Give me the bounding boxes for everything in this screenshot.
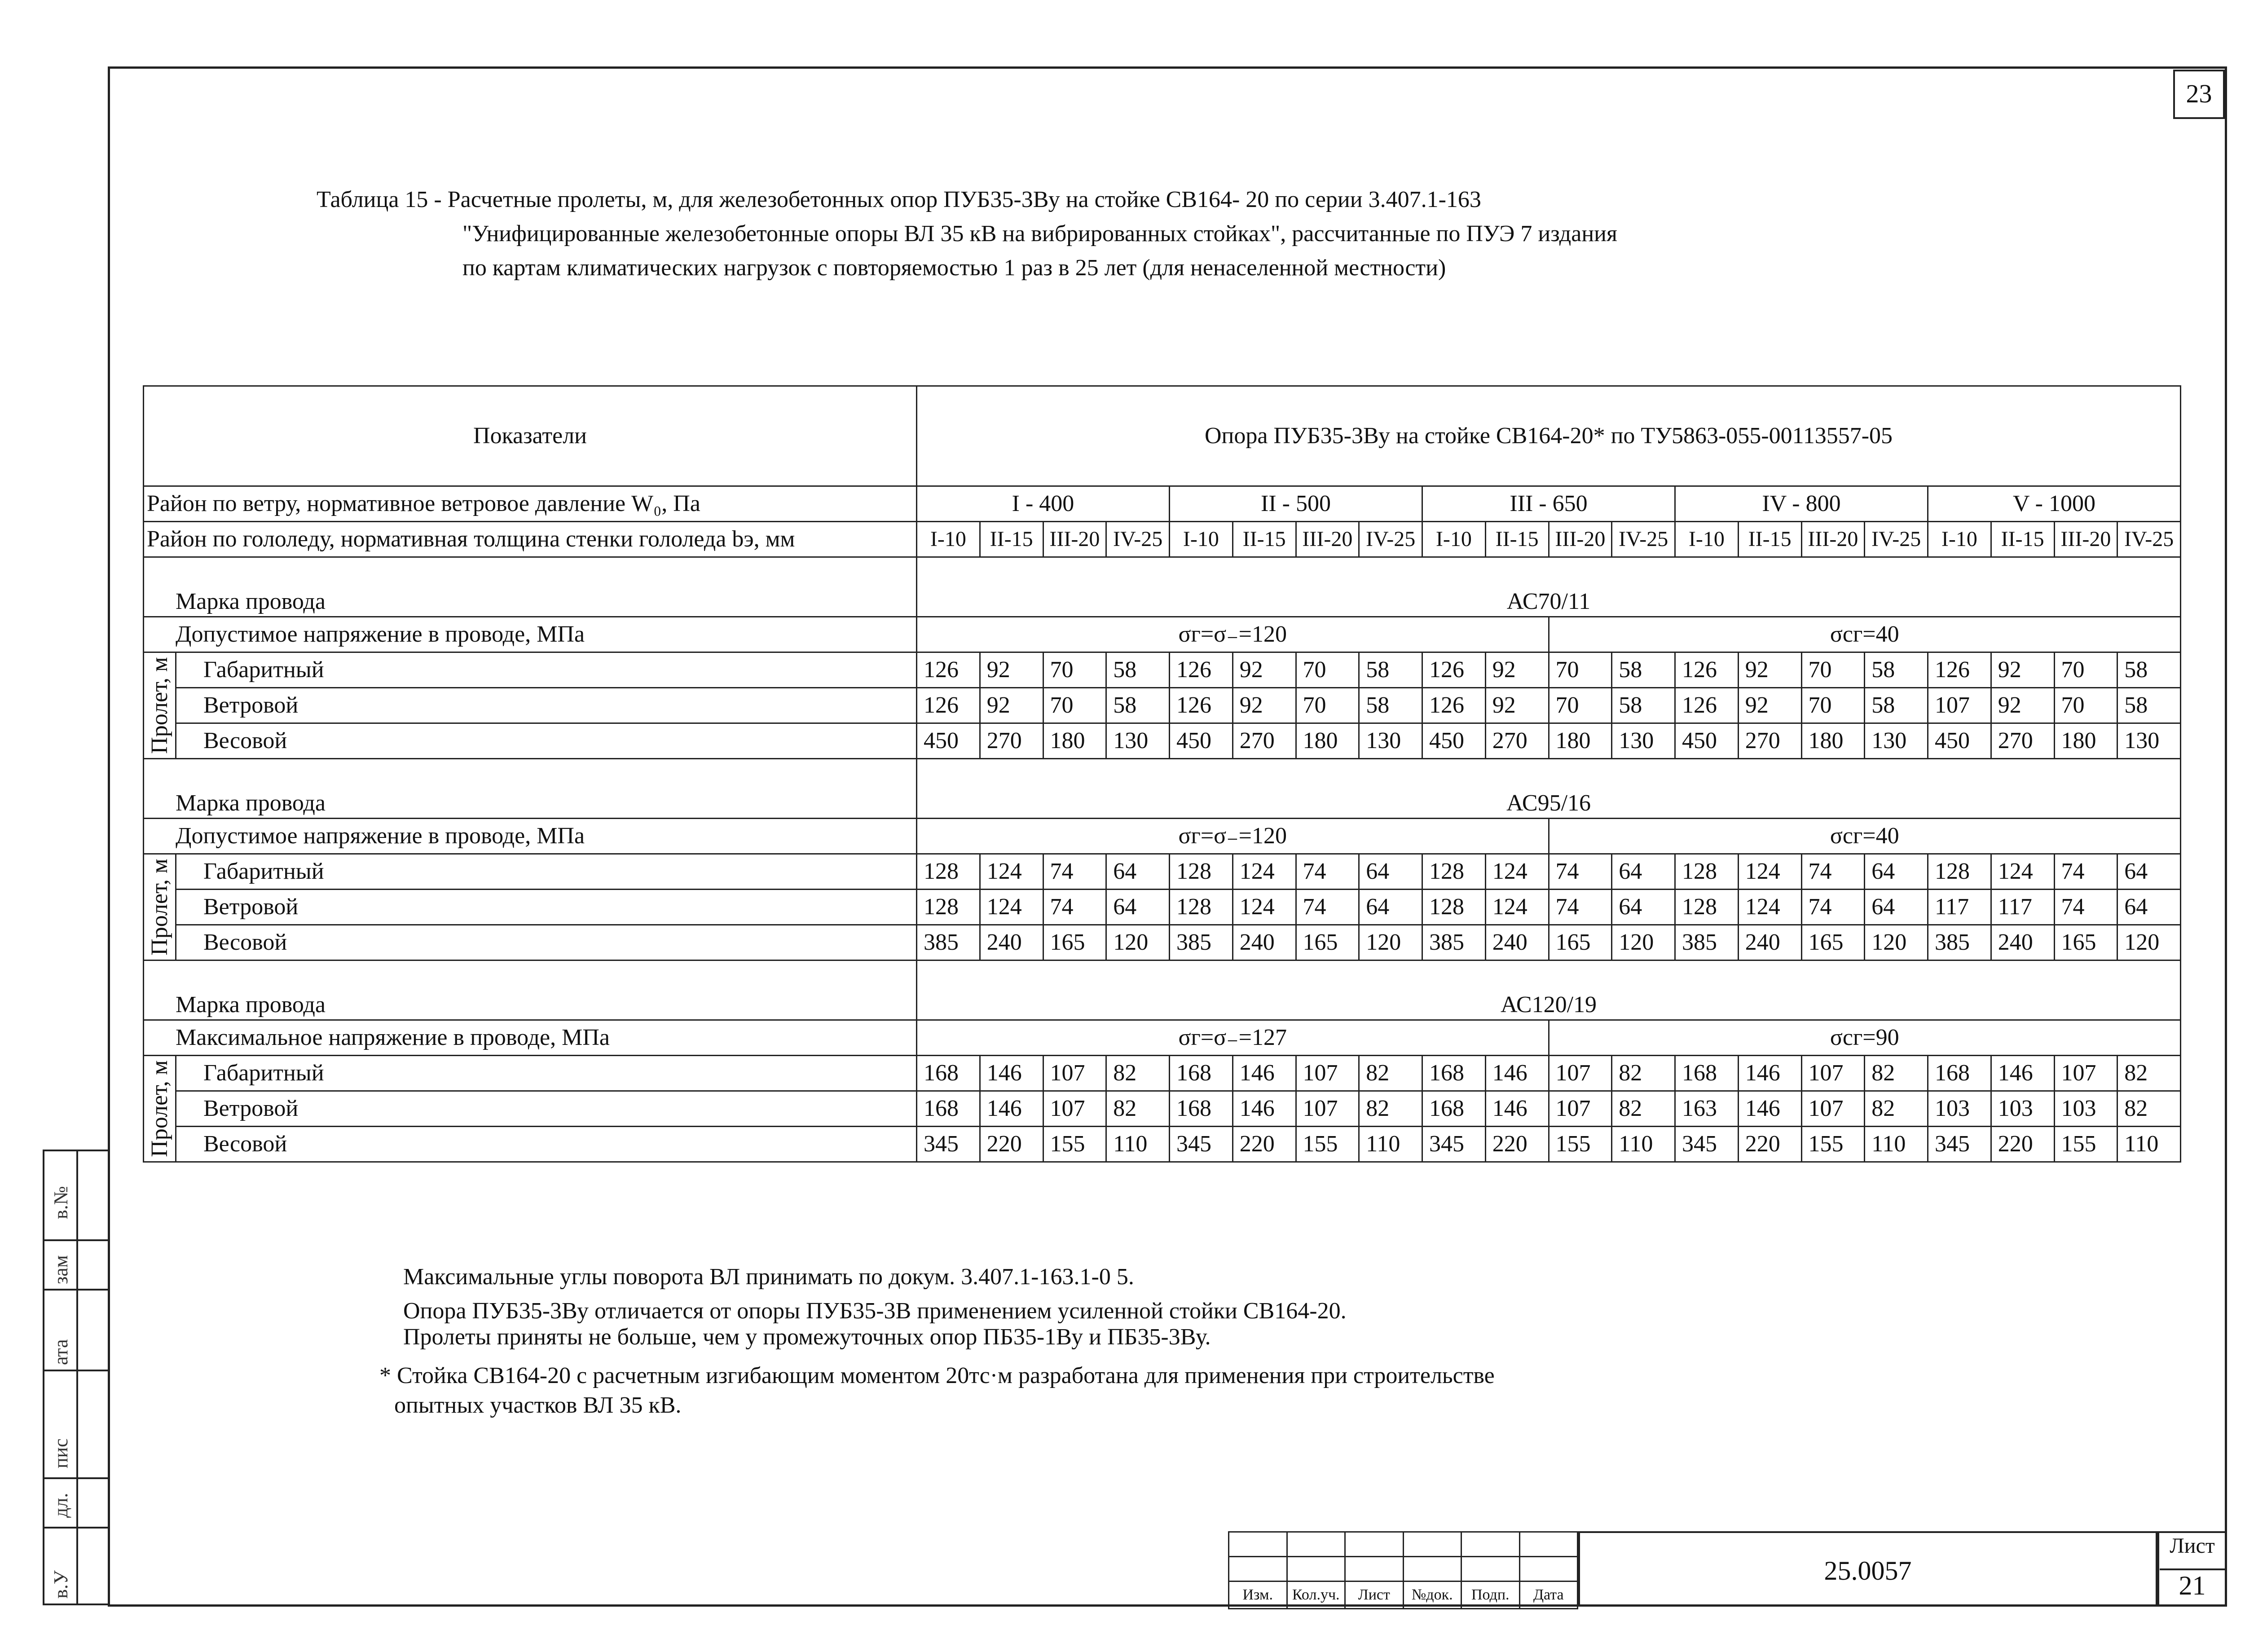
span-value: 168 <box>1675 1056 1739 1091</box>
span-value: 180 <box>1296 723 1359 759</box>
span-value: 128 <box>1675 890 1739 925</box>
span-value: 130 <box>2117 723 2181 759</box>
span-value: 64 <box>1865 890 1928 925</box>
span-value: 64 <box>1865 854 1928 890</box>
span-value: 126 <box>1422 688 1486 723</box>
span-value: 58 <box>1612 688 1675 723</box>
span-value: 126 <box>1422 652 1486 688</box>
stamp-label: Лист <box>1345 1582 1404 1609</box>
span-value: 155 <box>2054 1127 2117 1162</box>
span-value: 117 <box>1991 890 2054 925</box>
span-value: 103 <box>2054 1091 2117 1127</box>
span-value: 117 <box>1928 890 1991 925</box>
stress-value-b: σсг=90 <box>1549 1020 2181 1056</box>
span-value: 92 <box>1991 652 2054 688</box>
span-value: 345 <box>1675 1127 1739 1162</box>
span-value: 82 <box>2117 1056 2181 1091</box>
stress-value-a: σг=σ₋=127 <box>917 1020 1549 1056</box>
span-type-label: Габаритный <box>176 854 917 890</box>
span-value: 110 <box>2117 1127 2181 1162</box>
span-value: 146 <box>1485 1091 1549 1127</box>
span-value: 126 <box>917 688 980 723</box>
span-value: 124 <box>1738 890 1801 925</box>
ice-region: I-10 <box>1422 522 1486 557</box>
wind-region: III - 650 <box>1422 486 1675 522</box>
span-value: 74 <box>1801 854 1865 890</box>
span-value: 126 <box>1675 652 1739 688</box>
span-value: 450 <box>1675 723 1739 759</box>
sheet-number: 21 <box>2160 1568 2225 1601</box>
span-value: 64 <box>1106 890 1170 925</box>
span-value: 155 <box>1296 1127 1359 1162</box>
span-value: 270 <box>1991 723 2054 759</box>
span-value: 107 <box>1043 1056 1106 1091</box>
strip-label: в.У <box>50 1570 72 1599</box>
span-value: 120 <box>2117 925 2181 960</box>
span-label-text: Пролет, м <box>146 1060 172 1157</box>
span-value: 128 <box>917 854 980 890</box>
span-value: 146 <box>1485 1056 1549 1091</box>
wind-region: IV - 800 <box>1675 486 1928 522</box>
table-caption-line-2: "Унифицированные железобетонные опоры ВЛ 35 кВ на вибрированных стойках", рассчитанные по ПУЭ 7 издания <box>462 221 1617 247</box>
span-value: 180 <box>1043 723 1106 759</box>
ice-region: IV-25 <box>1612 522 1675 557</box>
span-value: 220 <box>1233 1127 1296 1162</box>
span-label-text: Пролет, м <box>146 859 172 956</box>
stress-value-a: σг=σ₋=120 <box>917 819 1549 854</box>
span-value: 64 <box>1106 854 1170 890</box>
span-value: 128 <box>1170 890 1233 925</box>
span-value: 130 <box>1359 723 1422 759</box>
note-2: Опора ПУБ35-3Ву отличается от опоры ПУБ35-3В применением усиленной стойки СВ164-20. <box>403 1298 1347 1324</box>
stamp-label: Кол.уч. <box>1287 1582 1345 1609</box>
ice-region: I-10 <box>917 522 980 557</box>
wind-region: V - 1000 <box>1928 486 2181 522</box>
span-value: 126 <box>1170 652 1233 688</box>
span-value: 64 <box>1612 854 1675 890</box>
wind-region: II - 500 <box>1170 486 1422 522</box>
span-value: 450 <box>1170 723 1233 759</box>
span-value: 128 <box>1422 890 1486 925</box>
span-value: 450 <box>1928 723 1991 759</box>
ice-region: I-10 <box>1928 522 1991 557</box>
span-value: 82 <box>1106 1056 1170 1091</box>
span-value: 92 <box>1233 688 1296 723</box>
span-value: 64 <box>1359 890 1422 925</box>
span-value: 82 <box>1106 1091 1170 1127</box>
table-caption-line-1: Таблица 15 - Расчетные пролеты, м, для железобетонных опор ПУБ35-3Ву на стойке СВ164- 20 по серии 3.407.1-163 <box>317 187 1481 212</box>
span-value: 74 <box>2054 854 2117 890</box>
span-value: 240 <box>1233 925 1296 960</box>
span-value: 82 <box>1865 1056 1928 1091</box>
span-value: 240 <box>1485 925 1549 960</box>
span-value: 180 <box>1801 723 1865 759</box>
span-value: 168 <box>917 1056 980 1091</box>
span-value: 58 <box>2117 688 2181 723</box>
span-value: 168 <box>1928 1056 1991 1091</box>
span-value: 64 <box>1359 854 1422 890</box>
span-label <box>144 1056 176 1162</box>
span-value: 345 <box>917 1127 980 1162</box>
span-value: 74 <box>1043 854 1106 890</box>
span-value: 270 <box>1738 723 1801 759</box>
span-value: 70 <box>1801 688 1865 723</box>
span-value: 146 <box>1738 1091 1801 1127</box>
span-value: 240 <box>980 925 1043 960</box>
span-type-label: Ветровой <box>176 1091 917 1127</box>
span-value: 107 <box>1801 1056 1865 1091</box>
span-value: 128 <box>1422 854 1486 890</box>
span-value: 103 <box>1991 1091 2054 1127</box>
span-value: 124 <box>1991 854 2054 890</box>
span-value: 385 <box>1928 925 1991 960</box>
strip-label: дл. <box>50 1493 72 1518</box>
ice-region: II-15 <box>1233 522 1296 557</box>
span-label-text: Пролет, м <box>146 657 172 754</box>
span-value: 165 <box>1549 925 1612 960</box>
span-value: 270 <box>1233 723 1296 759</box>
span-value: 82 <box>1612 1056 1675 1091</box>
span-type-label: Ветровой <box>176 688 917 723</box>
span-value: 124 <box>1485 854 1549 890</box>
span-value: 126 <box>1675 688 1739 723</box>
stamp-label: Подп. <box>1461 1582 1520 1609</box>
span-value: 70 <box>2054 652 2117 688</box>
span-value: 124 <box>980 890 1043 925</box>
span-value: 220 <box>1738 1127 1801 1162</box>
span-value: 110 <box>1865 1127 1928 1162</box>
span-value: 103 <box>1928 1091 1991 1127</box>
span-value: 146 <box>980 1091 1043 1127</box>
span-value: 126 <box>1928 652 1991 688</box>
span-value: 270 <box>980 723 1043 759</box>
table-caption-line-3: по картам климатических нагрузок с повторяемостью 1 раз в 25 лет (для ненаселенной местности) <box>462 255 1446 281</box>
span-value: 70 <box>1043 652 1106 688</box>
span-value: 82 <box>1359 1091 1422 1127</box>
ice-region: III-20 <box>1801 522 1865 557</box>
span-value: 128 <box>1675 854 1739 890</box>
stress-value-b: σсг=40 <box>1549 617 2181 652</box>
ice-region: I-10 <box>1170 522 1233 557</box>
span-value: 165 <box>2054 925 2117 960</box>
span-value: 180 <box>1549 723 1612 759</box>
strip-label: ата <box>50 1339 72 1365</box>
span-value: 110 <box>1612 1127 1675 1162</box>
corner-page-number: 23 <box>2173 70 2225 119</box>
span-value: 130 <box>1612 723 1675 759</box>
ice-region-label: Район по гололеду, нормативная толщина стенки гололеда bэ, мм <box>144 522 917 557</box>
span-value: 70 <box>2054 688 2117 723</box>
span-value: 82 <box>2117 1091 2181 1127</box>
span-value: 146 <box>1738 1056 1801 1091</box>
span-value: 128 <box>1170 854 1233 890</box>
ice-region: III-20 <box>1043 522 1106 557</box>
stamp-label: №док. <box>1403 1582 1461 1609</box>
wire-brand: АС120/19 <box>917 960 2181 1020</box>
span-value: 450 <box>1422 723 1486 759</box>
span-value: 74 <box>1549 890 1612 925</box>
span-value: 58 <box>1359 652 1422 688</box>
span-value: 92 <box>1485 688 1549 723</box>
ice-region: II-15 <box>980 522 1043 557</box>
span-value: 168 <box>1422 1091 1486 1127</box>
span-type-label: Ветровой <box>176 890 917 925</box>
span-value: 92 <box>1738 652 1801 688</box>
stamp-label: Изм. <box>1229 1582 1287 1609</box>
span-type-label: Габаритный <box>176 1056 917 1091</box>
span-value: 70 <box>1549 688 1612 723</box>
span-value: 270 <box>1485 723 1549 759</box>
span-value: 124 <box>1738 854 1801 890</box>
stress-label: Допустимое напряжение в проводе, МПа <box>144 617 917 652</box>
span-type-label: Весовой <box>176 925 917 960</box>
span-value: 165 <box>1043 925 1106 960</box>
span-value: 155 <box>1549 1127 1612 1162</box>
span-type-label: Весовой <box>176 1127 917 1162</box>
wind-region-label: Район по ветру, нормативное ветровое давление W₀, Па <box>144 486 917 522</box>
wire-brand-label: Марка провода <box>144 759 917 819</box>
stress-label: Допустимое напряжение в проводе, МПа <box>144 819 917 854</box>
wind-region: I - 400 <box>917 486 1170 522</box>
span-value: 107 <box>1043 1091 1106 1127</box>
span-value: 107 <box>1549 1091 1612 1127</box>
span-value: 74 <box>1296 854 1359 890</box>
span-value: 70 <box>1801 652 1865 688</box>
span-value: 58 <box>1106 652 1170 688</box>
spans-table <box>143 385 2181 1163</box>
span-value: 70 <box>1549 652 1612 688</box>
span-value: 155 <box>1801 1127 1865 1162</box>
ice-region: II-15 <box>1485 522 1549 557</box>
span-value: 58 <box>1612 652 1675 688</box>
header-indicators: Показатели <box>144 386 917 486</box>
span-value: 155 <box>1043 1127 1106 1162</box>
span-value: 146 <box>1233 1056 1296 1091</box>
span-value: 92 <box>1738 688 1801 723</box>
span-value: 146 <box>1991 1056 2054 1091</box>
header-support-type: Опора ПУБ35-3Ву на стойке СВ164-20* по ТУ5863-055-00113557-05 <box>917 386 2181 486</box>
wire-brand-label: Марка провода <box>144 557 917 617</box>
span-value: 168 <box>1170 1091 1233 1127</box>
span-value: 107 <box>1549 1056 1612 1091</box>
span-value: 220 <box>1991 1127 2054 1162</box>
span-value: 120 <box>1359 925 1422 960</box>
span-value: 168 <box>917 1091 980 1127</box>
span-value: 58 <box>1359 688 1422 723</box>
span-value: 128 <box>917 890 980 925</box>
document-code: 25.0057 <box>1578 1531 2157 1607</box>
ice-region: III-20 <box>2054 522 2117 557</box>
note-5-footnote: опытных участков ВЛ 35 кВ. <box>394 1392 682 1418</box>
ice-region: IV-25 <box>1359 522 1422 557</box>
span-value: 64 <box>2117 854 2181 890</box>
sheet-label: Лист <box>2170 1534 2215 1558</box>
span-value: 74 <box>2054 890 2117 925</box>
ice-region: III-20 <box>1549 522 1612 557</box>
span-value: 126 <box>1170 688 1233 723</box>
span-value: 107 <box>1296 1091 1359 1127</box>
span-value: 345 <box>1170 1127 1233 1162</box>
span-value: 74 <box>1549 854 1612 890</box>
span-value: 168 <box>1170 1056 1233 1091</box>
span-value: 130 <box>1106 723 1170 759</box>
span-value: 345 <box>1422 1127 1486 1162</box>
span-value: 64 <box>1612 890 1675 925</box>
strip-label: пис <box>50 1438 72 1468</box>
span-label <box>144 652 176 759</box>
stress-value-a: σг=σ₋=120 <box>917 617 1549 652</box>
span-value: 385 <box>1675 925 1739 960</box>
strip-label: в.№ <box>50 1186 72 1219</box>
stress-label: Максимальное напряжение в проводе, МПа <box>144 1020 917 1056</box>
span-value: 82 <box>1865 1091 1928 1127</box>
span-value: 124 <box>1485 890 1549 925</box>
span-value: 74 <box>1043 890 1106 925</box>
span-value: 220 <box>1485 1127 1549 1162</box>
span-value: 124 <box>1233 854 1296 890</box>
note-4-footnote: * Стойка СВ164-20 с расчетным изгибающим моментом 20тс·м разработана для применения при строительстве <box>379 1363 1495 1388</box>
span-value: 58 <box>1865 688 1928 723</box>
span-value: 92 <box>1485 652 1549 688</box>
span-value: 220 <box>980 1127 1043 1162</box>
span-value: 146 <box>1233 1091 1296 1127</box>
span-value: 70 <box>1043 688 1106 723</box>
wire-brand: АС95/16 <box>917 759 2181 819</box>
span-value: 165 <box>1801 925 1865 960</box>
strip-label: зам <box>50 1255 72 1284</box>
span-value: 450 <box>917 723 980 759</box>
span-value: 120 <box>1865 925 1928 960</box>
span-value: 385 <box>1422 925 1486 960</box>
span-value: 168 <box>1422 1056 1486 1091</box>
ice-region: IV-25 <box>2117 522 2181 557</box>
span-value: 107 <box>1801 1091 1865 1127</box>
ice-region: III-20 <box>1296 522 1359 557</box>
span-value: 58 <box>1106 688 1170 723</box>
span-value: 92 <box>1233 652 1296 688</box>
span-value: 74 <box>1801 890 1865 925</box>
span-value: 124 <box>1233 890 1296 925</box>
span-value: 385 <box>917 925 980 960</box>
span-value: 70 <box>1296 688 1359 723</box>
span-value: 74 <box>1296 890 1359 925</box>
span-value: 130 <box>1865 723 1928 759</box>
span-value: 64 <box>2117 890 2181 925</box>
span-value: 58 <box>1865 652 1928 688</box>
span-value: 58 <box>2117 652 2181 688</box>
span-value: 92 <box>980 652 1043 688</box>
span-value: 385 <box>1170 925 1233 960</box>
ice-region: I-10 <box>1675 522 1739 557</box>
wire-brand-label: Марка провода <box>144 960 917 1020</box>
span-value: 240 <box>1738 925 1801 960</box>
span-value: 92 <box>980 688 1043 723</box>
span-value: 124 <box>980 854 1043 890</box>
note-1: Максимальные углы поворота ВЛ принимать по докум. 3.407.1-163.1-0 5. <box>403 1264 1134 1290</box>
span-value: 110 <box>1106 1127 1170 1162</box>
ice-region: IV-25 <box>1106 522 1170 557</box>
span-value: 165 <box>1296 925 1359 960</box>
stamp-grid <box>1228 1531 1578 1609</box>
span-value: 107 <box>2054 1056 2117 1091</box>
note-3: Пролеты приняты не больше, чем у промежуточных опор ПБ35-1Ву и ПБ35-3Ву. <box>403 1324 1211 1350</box>
stress-value-b: σсг=40 <box>1549 819 2181 854</box>
wire-brand: АС70/11 <box>917 557 2181 617</box>
span-value: 82 <box>1359 1056 1422 1091</box>
span-value: 345 <box>1928 1127 1991 1162</box>
span-value: 128 <box>1928 854 1991 890</box>
span-value: 107 <box>1296 1056 1359 1091</box>
span-value: 126 <box>917 652 980 688</box>
span-value: 107 <box>1928 688 1991 723</box>
span-value: 120 <box>1106 925 1170 960</box>
strip-vertical <box>76 1150 78 1605</box>
span-type-label: Весовой <box>176 723 917 759</box>
span-value: 82 <box>1612 1091 1675 1127</box>
span-value: 163 <box>1675 1091 1739 1127</box>
span-value: 120 <box>1612 925 1675 960</box>
span-type-label: Габаритный <box>176 652 917 688</box>
span-value: 146 <box>980 1056 1043 1091</box>
span-value: 92 <box>1991 688 2054 723</box>
span-label <box>144 854 176 960</box>
ice-region: IV-25 <box>1865 522 1928 557</box>
ice-region: II-15 <box>1738 522 1801 557</box>
span-value: 240 <box>1991 925 2054 960</box>
ice-region: II-15 <box>1991 522 2054 557</box>
span-value: 180 <box>2054 723 2117 759</box>
stamp-label: Дата <box>1519 1582 1578 1609</box>
span-value: 110 <box>1359 1127 1422 1162</box>
span-value: 70 <box>1296 652 1359 688</box>
